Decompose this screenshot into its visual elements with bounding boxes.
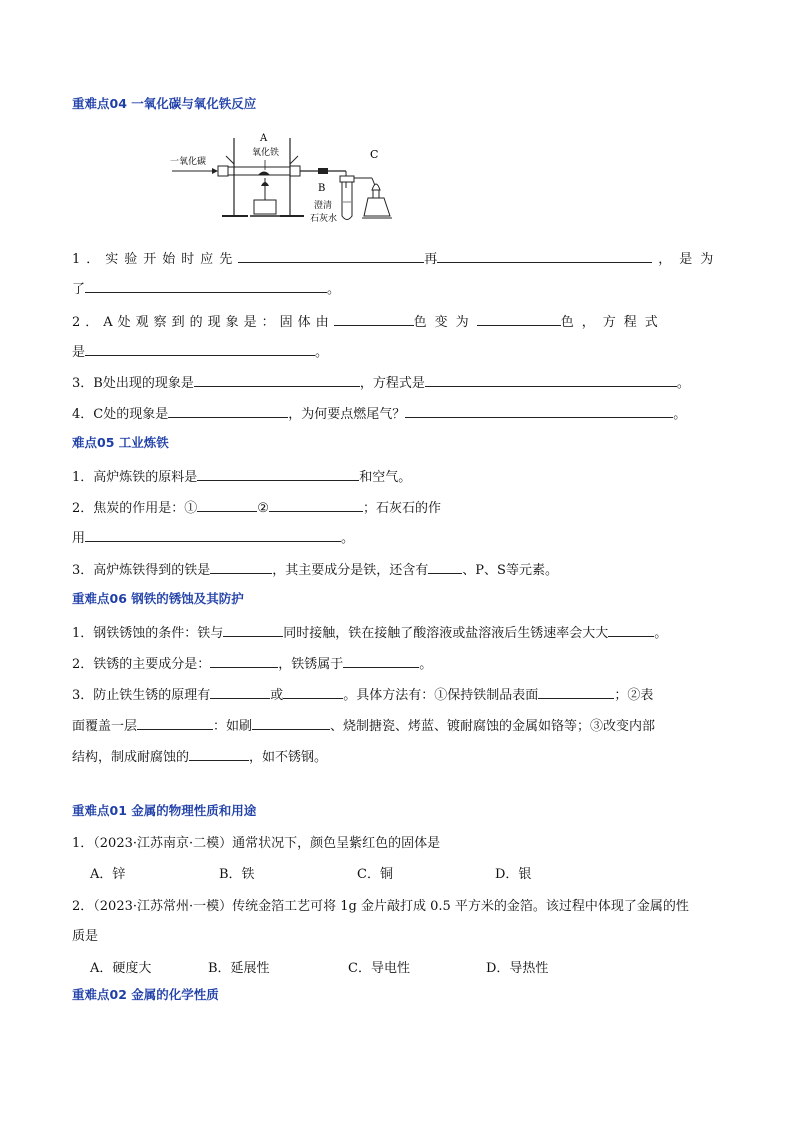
- question-1-1: 1．实验开始时应先 再 ，是为: [72, 248, 721, 269]
- section-heading-steel-rusting: 重难点06 钢铁的锈蚀及其防护: [72, 591, 244, 606]
- question-4-2-options: [90, 960, 548, 978]
- question-4-1-options: [90, 866, 531, 884]
- question-3-1: 1．钢铁锈蚀的条件：铁与 同时接触，铁在接触了酸溶液或盐溶液后生锈速率会大大 。: [72, 622, 667, 643]
- question-2-1: 1．高炉炼铁的原料是 和空气。: [72, 466, 411, 487]
- question-4-1: 1．（2023·江苏南京·二模）通常状况下，颜色呈紫红色的固体是: [72, 836, 441, 851]
- question-2-2-cont: 用 。: [72, 527, 354, 548]
- option-b[interactable]: B．铁: [219, 867, 255, 882]
- option-c[interactable]: C．导电性: [348, 961, 410, 976]
- option-d[interactable]: D．导热性: [486, 961, 549, 976]
- apparatus-diagram: [168, 128, 418, 228]
- section-heading-metal-chemical: 重难点02 金属的化学性质: [72, 987, 219, 1002]
- question-1-4: 4．C处的现象是 ，为何要点燃尾气？ 。: [72, 403, 686, 424]
- question-4-2: 2．（2023·江苏常州·一模）传统金箔工艺可将 1g 金片敲打成 0.5 平方米的金箔。该过程中体现了金属的性: [72, 899, 689, 914]
- question-3-3: 3．防止铁生锈的原理有 或 。具体方法有：①保持铁制品表面 ；②表: [72, 684, 653, 705]
- label-a: A: [260, 133, 268, 144]
- section-heading-industrial-iron: 难点05 工业炼铁: [72, 435, 169, 450]
- label-carbon-monoxide: 一氧化碳: [170, 157, 207, 167]
- question-3-3-cont-2: 结构，制成耐腐蚀的 ，如不锈钢。: [72, 746, 327, 767]
- question-3-3-cont-1: 面覆盖一层 ：如刷 、烧制搪瓷、烤蓝、镀耐腐蚀的金属如铬等；③改变内部: [72, 715, 655, 736]
- question-2-2: 2．焦炭的作用是：① ② ；石灰石的作: [72, 497, 441, 518]
- question-1-1-cont: 了 。: [72, 278, 340, 299]
- question-4-2-cont: 质是: [72, 929, 99, 944]
- label-b: B: [318, 183, 326, 194]
- label-limewater-1: 澄清: [314, 201, 333, 211]
- label-iron-oxide: 氧化铁: [252, 148, 280, 158]
- option-c[interactable]: C．铜: [357, 867, 393, 882]
- label-limewater-2: 石灰水: [310, 214, 338, 224]
- option-a[interactable]: A．锌: [90, 867, 126, 882]
- question-1-3: 3．B处出现的现象是 ，方程式是 。: [72, 372, 690, 393]
- question-3-2: 2．铁锈的主要成分是： ，铁锈属于 。: [72, 653, 432, 674]
- label-c: C: [370, 148, 379, 161]
- question-1-2: 2．A处观察到的现象是：固体由 色变为 色，方程式: [72, 311, 666, 332]
- option-b[interactable]: B．延展性: [208, 961, 270, 976]
- section-heading-metal-physical: 重难点01 金属的物理性质和用途: [72, 803, 257, 818]
- option-a[interactable]: A．硬度大: [90, 961, 152, 976]
- question-2-3: 3．高炉炼铁得到的铁是 ，其主要成分是铁，还含有 、P、S等元素。: [72, 559, 558, 580]
- section-heading-co-iron-oxide: 重难点04 一氧化碳与氧化铁反应: [72, 96, 257, 111]
- option-d[interactable]: D．银: [495, 867, 532, 882]
- question-1-2-cont: 是 。: [72, 341, 328, 362]
